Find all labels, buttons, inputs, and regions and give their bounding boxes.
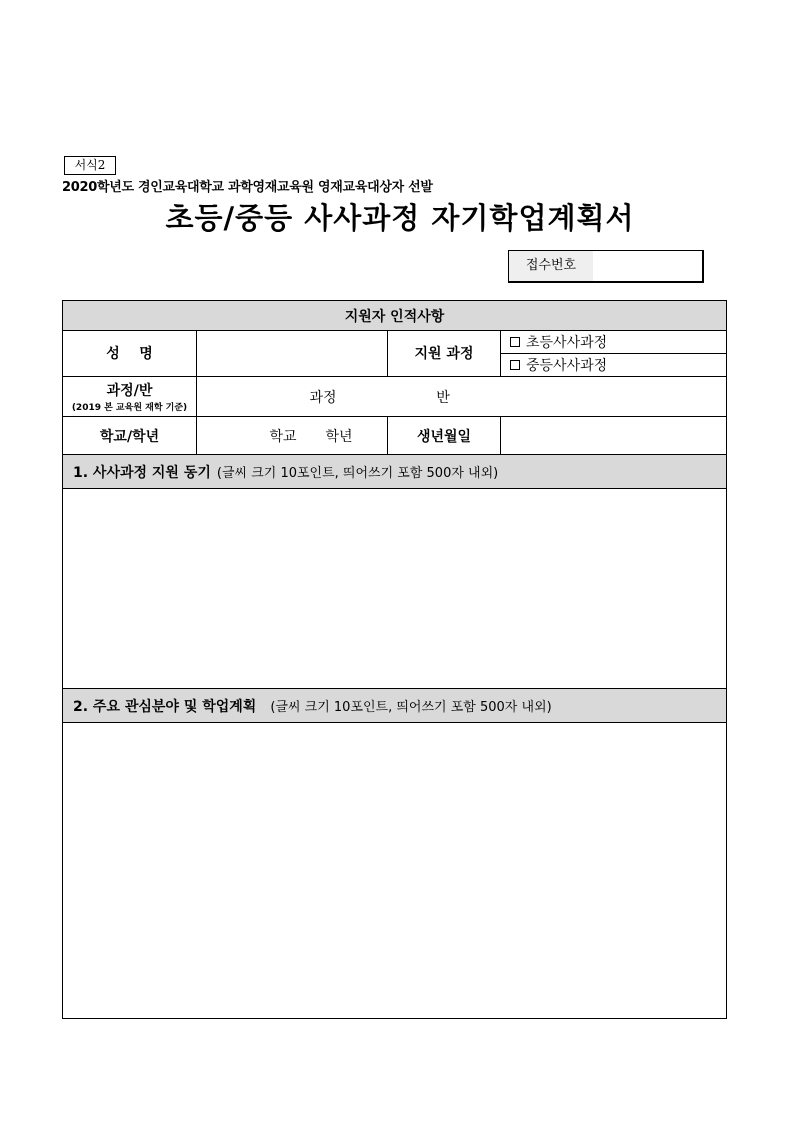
class-ban-unit: 반	[436, 389, 450, 406]
applicant-info-header: 지원자 인적사항	[344, 308, 445, 325]
section2-writing-area[interactable]	[63, 723, 726, 1018]
section1-title: 1. 사사과정 지원 동기	[73, 464, 211, 481]
birth-date-field[interactable]	[501, 417, 726, 454]
birth-date-label: 생년월일	[416, 428, 472, 445]
name-field[interactable]	[197, 330, 387, 376]
receipt-number-field[interactable]	[593, 251, 708, 281]
receipt-number-label: 접수번호	[509, 251, 593, 281]
section1-writing-area[interactable]	[63, 489, 726, 688]
receipt-number-box	[508, 250, 704, 283]
course-option-middle[interactable]	[510, 353, 607, 376]
class-note: (2019 본 교육원 재학 기준)	[71, 403, 188, 413]
grade-unit: 학년	[325, 428, 353, 445]
course-option-label: 중등사사과정	[526, 357, 608, 374]
form-number-label: 서식2	[64, 156, 116, 175]
application-form-table	[62, 300, 727, 1019]
name-label: 성 명	[106, 346, 153, 362]
section1-note: (글씨 크기 10포인트, 띄어쓰기 포함 500자 내외)	[216, 466, 499, 481]
col-divider	[500, 330, 501, 376]
course-option-elementary[interactable]	[510, 330, 607, 353]
section2-header	[73, 689, 552, 722]
section1-header	[73, 455, 498, 488]
checkbox-icon[interactable]	[510, 360, 520, 370]
school-unit: 학교	[269, 428, 297, 445]
page-title: 초등/중등 사사과정 자기학업계획서	[165, 201, 635, 235]
school-grade-label: 학교/학년	[99, 428, 160, 445]
checkbox-icon[interactable]	[510, 337, 520, 347]
section2-note: (글씨 크기 10포인트, 띄어쓰기 포함 500자 내외)	[270, 700, 552, 715]
form-subtitle: 2020학년도 경인교육대학교 과학영재교육원 영재교육대상자 선발	[62, 180, 433, 195]
course-label: 지원 과정	[414, 346, 474, 362]
class-label-cell	[63, 377, 196, 416]
course-option-label: 초등사사과정	[526, 334, 608, 351]
class-label: 과정/반	[106, 383, 153, 399]
section2-title: 2. 주요 관심분야 및 학업계획	[73, 698, 257, 715]
class-course-unit: 과정	[309, 389, 337, 406]
